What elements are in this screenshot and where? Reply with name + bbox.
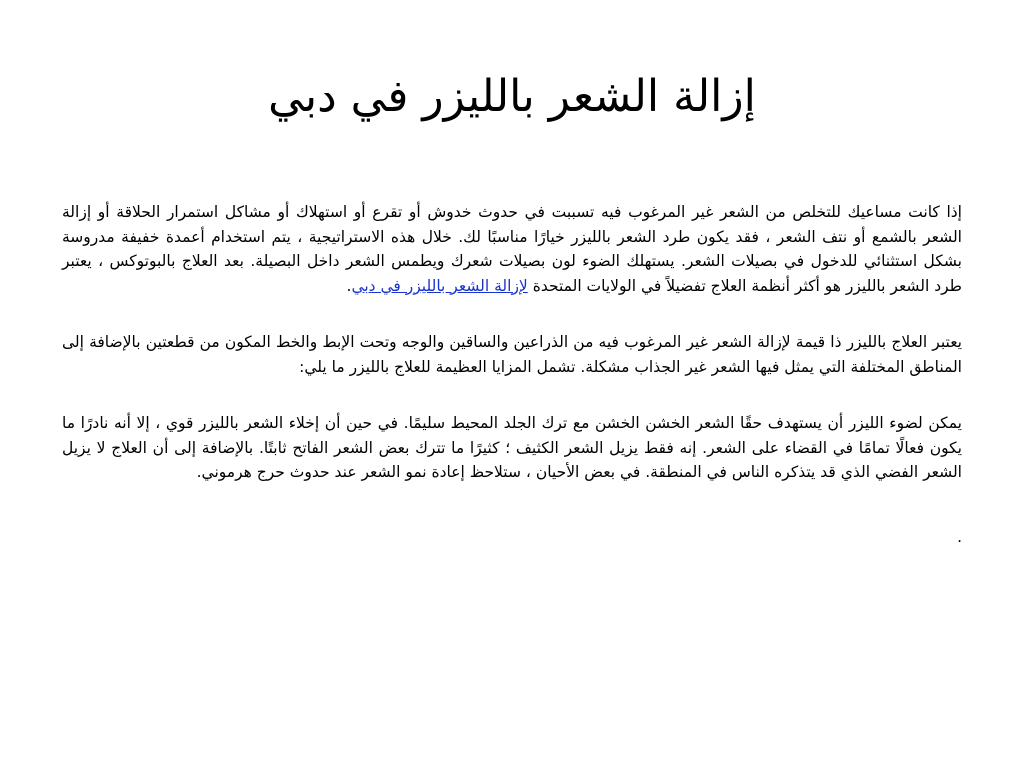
laser-hair-removal-dubai-link[interactable]: لإزالة الشعر بالليزر في دبي bbox=[351, 276, 528, 295]
page-title: إزالة الشعر بالليزر في دبي bbox=[268, 71, 756, 122]
paragraph-intro-end: . bbox=[346, 276, 352, 295]
paragraph-details: يمكن لضوء الليزر أن يستهدف حقًا الشعر الخشن الخشن مع ترك الجلد المحيط سليمًا. في حين أن إخلاء الشعر بالليزر قوي ، إلا أنه نادرًا ما يكون فعالًا تمامًا في القضاء على الشعر. إنه فقط يزيل الشعر الكثيف ؛ كثيرًا ما تترك بعض الشعر الفاتح ثابتًا. بالإضافة إلى أن العلاج لا يزيل الشعر الفضي الذي قد يتذكره الناس في المنطقة. في بعض الأحيان ، ستلاحظ إعادة نمو الشعر عند حدوث حرج هرموني. bbox=[62, 414, 962, 481]
article-body bbox=[62, 200, 962, 549]
paragraph-benefits: يعتبر العلاج بالليزر ذا قيمة لإزالة الشعر غير المرغوب فيه من الذراعين والساقين والوجه وتحت الإبط والخط المكون من قطعتين بالإضافة إلى المناطق المختلفة التي يمثل فيها الشعر غير الجذاب مشكلة. تشمل المزايا العظيمة للعلاج بالليزر ما يلي: bbox=[62, 333, 962, 376]
paragraph-intro bbox=[62, 200, 962, 298]
paragraph-intro-text: إذا كانت مساعيك للتخلص من الشعر غير المرغوب فيه تسببت في حدوث خدوش أو تقرع أو استهلاك أو مشاكل استمرار الحلاقة أو إزالة الشعر بالشمع أو نتف الشعر ، فقد يكون طرد الشعر بالليزر خيارًا مناسبًا لك. خلال هذه الاستراتيجية ، يتم استخدام أعمدة خفيفة مدروسة بشكل استثنائي للدخول في بصيلات الشعر. يستهلك الضوء لون بصيلات شعرك ويطمس الشعر داخل البصيلة. بعد العلاج بالبوتوكس ، يعتبر طرد الشعر بالليزر هو أكثر أنظمة العلاج تفضيلاً في الولايات المتحدة bbox=[62, 203, 962, 295]
paragraph-final-dot: . bbox=[957, 527, 962, 546]
